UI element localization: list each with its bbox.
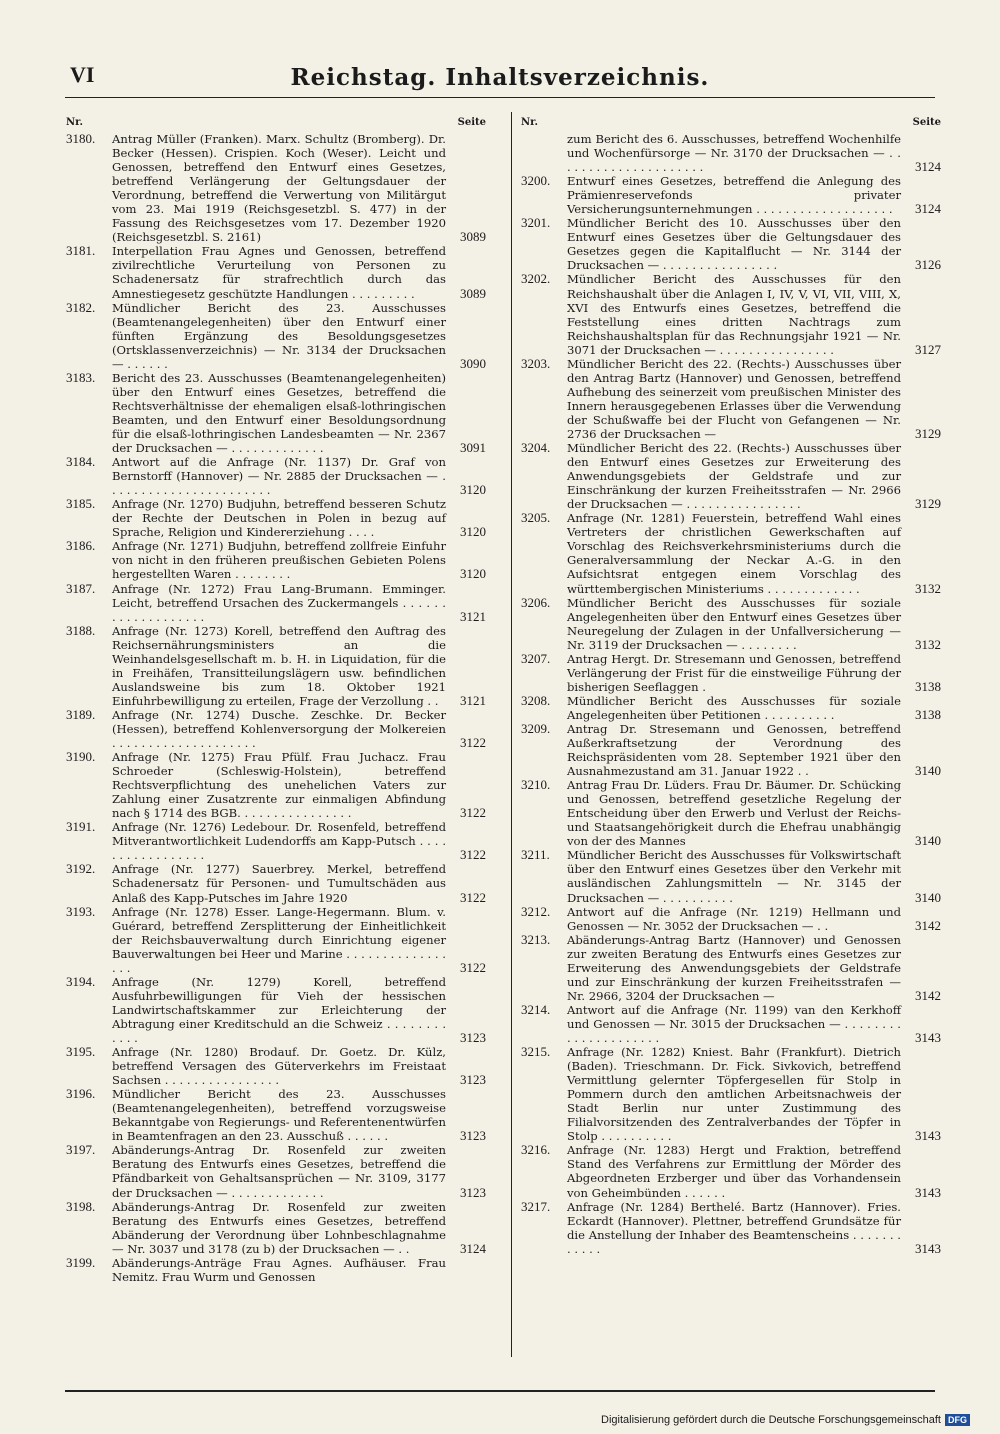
- toc-entry: [66, 1087, 486, 1143]
- entry-number: 3208.: [521, 692, 551, 708]
- toc-entry: [521, 848, 941, 904]
- entry-number: 3197.: [66, 1142, 96, 1158]
- entry-number: 3205.: [521, 510, 551, 526]
- entry-page: 3124: [460, 1240, 486, 1256]
- toc-entry: [521, 357, 941, 441]
- entry-text: Antrag Dr. Stresemann und Genossen, betreffend Außerkraftsetzung der Verordnung des Reichspräsidenten vom 28. September 1921 über den Ausnahmezustand am 31. Januar 1922 . .: [567, 721, 901, 779]
- entry-page: 3121: [460, 692, 486, 708]
- entry-text: Anfrage (Nr. 1270) Budjuhn, betreffend besseren Schutz der Rechte der Deutschen in Polen in bezug auf Sprache, Religion und Kindererziehung . . . .: [112, 497, 446, 540]
- entry-text: Anfrage (Nr. 1283) Hergt und Fraktion, betreffend Stand des Verfahrens zur Ermittlung der Mörder des Abgeordneten Erzberger und über das Vorhandensein von Geheimbünden . . . . . .: [567, 1143, 901, 1200]
- footer: [601, 1414, 970, 1426]
- footer-credit: Digitalisierung gefördert durch die Deutsche Forschungsgemeinschaft: [601, 1414, 941, 1426]
- entry-text: Antrag Müller (Franken). Marx. Schultz (Bromberg). Dr. Becker (Hessen). Crispien. Koch (Weser). Leicht und Genossen, betreffend den Entwurf eines Gesetzes, betreffend Verlängerung der Geltungsdauer der Verordnung, betreffend die Verwertung von Militärgut vom 23. Mai 1919 (Reichsgesetzbl. S. 477) in der Fassung des Reichsgesetzes vom 17. Dezember 1920 (Reichsgesetzbl. S. 2161): [112, 132, 446, 245]
- entry-number: 3198.: [66, 1198, 96, 1214]
- entry-number: 3211.: [521, 847, 550, 863]
- nr-label: Nr.: [521, 117, 538, 128]
- entry-text: Anfrage (Nr. 1271) Budjuhn, betreffend zollfreie Einfuhr von nicht in den früheren preußischen Gebieten Polens hergestellten Waren . . . . . . . .: [112, 539, 446, 582]
- entry-number: 3188.: [66, 622, 96, 638]
- right-entry-list: [521, 132, 941, 1256]
- toc-entry: [521, 441, 941, 511]
- entry-page: 3142: [915, 917, 941, 933]
- entry-number: 3206.: [521, 594, 551, 610]
- entry-page: 3143: [915, 1128, 941, 1144]
- entry-number: 3181.: [66, 243, 96, 259]
- entry-page: 3090: [460, 355, 486, 371]
- toc-entry: [66, 497, 486, 539]
- entry-page: 3120: [460, 566, 486, 582]
- entry-page: 3140: [915, 763, 941, 779]
- entry-number: 3183.: [66, 369, 96, 385]
- toc-entry: [66, 1045, 486, 1087]
- entry-number: 3203.: [521, 355, 551, 371]
- entry-number: 3212.: [521, 903, 551, 919]
- entry-page: 3129: [915, 425, 941, 441]
- entry-text: Mündlicher Bericht des Ausschusses für Volkswirtschaft über den Entwurf eines Gesetzes über den Verkehr mit ausländischen Zahlungsmitteln — Nr. 3145 der Drucksachen — . . . . . . . . . .: [567, 848, 901, 905]
- entry-text: Mündlicher Bericht des Ausschusses für soziale Angelegenheiten über den Entwurf eines Gesetzes über Neuregelung der Zulagen in der Unfallversicherung — Nr. 3119 der Drucksachen — . . . . . . . .: [567, 595, 901, 652]
- toc-entry: [66, 539, 486, 581]
- entry-page: 3127: [915, 341, 941, 357]
- entry-page: 3122: [460, 735, 486, 751]
- entry-page: 3089: [460, 285, 486, 301]
- entry-number: 3213.: [521, 931, 551, 947]
- entry-text: Antwort auf die Anfrage (Nr. 1137) Dr. Graf von Bernstorff (Hannover) — Nr. 2885 der Drucksachen — . . . . . . . . . . . . . . . . . . . . . . .: [112, 455, 446, 498]
- entry-text: Antwort auf die Anfrage (Nr. 1219) Hellmann und Genossen — Nr. 3052 der Drucksachen — . .: [567, 904, 901, 933]
- entry-text: Entwurf eines Gesetzes, betreffend die Anlegung des Prämienreservefonds privater Versicherungsunternehmungen . . . . . . . . . . . . . . . . . . .: [567, 174, 901, 217]
- entry-page: 3132: [915, 636, 941, 652]
- entry-number: 3210.: [521, 777, 551, 793]
- entry-number: 3192.: [66, 861, 96, 877]
- toc-entry: [66, 708, 486, 750]
- footer-rule: [65, 1390, 935, 1392]
- entry-text: Antwort auf die Anfrage (Nr. 1199) van den Kerkhoff und Genossen — Nr. 3015 der Drucksachen — . . . . . . . . . . . . . . . . . . . . .: [567, 1002, 901, 1045]
- entry-page: 3089: [460, 229, 486, 245]
- entry-page: 3121: [460, 608, 486, 624]
- toc-entry: [66, 905, 486, 975]
- entry-number: 3214.: [521, 1001, 551, 1017]
- dfg-logo: DFG: [945, 1414, 970, 1426]
- entry-text: Mündlicher Bericht des 22. (Rechts-) Ausschusses über den Entwurf eines Gesetzes zur Erweiterung des Anwendungsgebiets der Geldstrafe und zur Einschränkung der kurzen Freiheitsstrafen — Nr. 2966 der Drucksachen — . . . . . . . . . . . . . . . .: [567, 441, 901, 512]
- nr-label: Nr.: [66, 117, 83, 128]
- entry-text: Mündlicher Bericht des 23. Ausschusses (Beamtenangelegenheiten) über den Entwurf einer fünften Ergänzung des Besoldungsgesetzes (Ortsklassenverzeichnis) — Nr. 3134 der Drucksachen — . . . . . .: [112, 300, 446, 371]
- entry-number: 3207.: [521, 650, 551, 666]
- right-column-header: [521, 116, 941, 130]
- entry-page: 3140: [915, 833, 941, 849]
- entry-text: Bericht des 23. Ausschusses (Beamtenangelegenheiten) über den Entwurf eines Gesetzes, betreffend die Rechtsverhältnisse der ehemaligen elsaß-lothringischen Beamten, und den Entwurf einer Besoldungsordnung für die elsaß-lothringischen Landesbeamten — Nr. 2367 der Drucksachen — . . . . . . . . . . . . .: [112, 370, 446, 456]
- entry-number: 3195.: [66, 1044, 96, 1060]
- entry-text: Mündlicher Bericht des Ausschusses für den Reichshaushalt über die Anlagen I, IV, V, VI, VII, VIII, X, XVI des Entwurfs eines Gesetzes, betreffend die Feststellung eines dritten Nachtrags zum Reichshaushaltsplan für das Rechnungsjahr 1921 — Nr. 3071 der Drucksachen — . . . . . . . . . . . . . . . .: [567, 272, 901, 357]
- left-entry-list: [66, 132, 486, 1284]
- toc-entry: [66, 975, 486, 1045]
- toc-entry: [521, 216, 941, 272]
- toc-entry: [66, 301, 486, 371]
- toc-entry: [521, 905, 941, 933]
- toc-entry: [521, 132, 941, 174]
- toc-entry: [521, 1003, 941, 1045]
- toc-entry: [521, 174, 941, 216]
- entry-page: 3138: [915, 678, 941, 694]
- entry-number: 3190.: [66, 749, 96, 765]
- entry-text: Mündlicher Bericht des 22. (Rechts-) Ausschusses über den Antrag Bartz (Hannover) und Genossen, betreffend Aufhebung des seinerzeit vom preußischen Minister des Innern herausgegebenen Erlasses über die Verwendung der Schußwaffe bei der Flucht von Gefangenen — Nr. 2736 der Drucksachen —: [567, 356, 901, 441]
- toc-entry: [521, 596, 941, 652]
- entry-page: 3123: [460, 1072, 486, 1088]
- toc-entry: [66, 1256, 486, 1284]
- seite-label: Seite: [912, 117, 941, 128]
- toc-entry: [66, 1200, 486, 1256]
- entry-page: 3132: [915, 580, 941, 596]
- entry-page: 3126: [915, 257, 941, 273]
- entry-number: 3201.: [521, 215, 551, 231]
- entry-page: 3140: [915, 889, 941, 905]
- toc-entry: [521, 933, 941, 1003]
- toc-entry: [66, 132, 486, 244]
- entry-text: Anfrage (Nr. 1278) Esser. Lange-Hegermann. Blum. v. Guérard, betreffend Zersplitterung der Einheitlichkeit der Reichsbauverwaltung durch Einrichtung eigener Bauverwaltungen bei Heer und Marine . . . . . . . . . . . . . . . . .: [112, 904, 446, 975]
- entry-page: 3122: [460, 805, 486, 821]
- entry-page: 3142: [915, 987, 941, 1003]
- toc-entry: [66, 862, 486, 904]
- entry-text: Anfrage (Nr. 1284) Berthelé. Bartz (Hannover). Fries. Eckardt (Hannover). Plettner, betreffend Grundsätze für die Anstellung der Inhaber des Beamtenscheins . . . . . . . . . . . .: [567, 1199, 901, 1256]
- entry-number: 3216.: [521, 1142, 551, 1158]
- entry-text: Antrag Frau Dr. Lüders. Frau Dr. Bäumer. Dr. Schücking und Genossen, betreffend gesetzliche Regelung der Entscheidung über den Erwerb und Verlust der Reichs- und Staatsangehörigkeit durch die Ehefrau unabhängig von der des Mannes: [567, 778, 901, 849]
- toc-entry: [66, 624, 486, 708]
- toc-entry: [66, 371, 486, 455]
- toc-entry: [521, 652, 941, 694]
- entry-number: 3202.: [521, 271, 551, 287]
- toc-entry: [66, 582, 486, 624]
- entry-number: 3182.: [66, 299, 96, 315]
- seite-label: Seite: [457, 117, 486, 128]
- entry-text: Anfrage (Nr. 1279) Korell, betreffend Ausfuhrbewilligungen für Vieh der hessischen Landwirtschaftskammer zur Erleichterung der Abtragung einer Kreditschuld an die Schweiz . . . . . . . . . . . .: [112, 974, 446, 1045]
- entry-number: 3217.: [521, 1198, 551, 1214]
- toc-entry: [66, 455, 486, 497]
- toc-entry: [66, 244, 486, 300]
- entry-text: Interpellation Frau Agnes und Genossen, betreffend zivilrechtliche Verurteilung von Personen zu Schadenersatz für strafrechtlich durch das Amnestiegesetz geschützte Handlungen . . . . . . . . .: [112, 244, 446, 301]
- entry-text: zum Bericht des 6. Ausschusses, betreffend Wochenhilfe und Wochenfürsorge — Nr. 3170 der Drucksachen — . . . . . . . . . . . . . . . . . . . . .: [567, 132, 901, 175]
- toc-entry: [66, 750, 486, 820]
- left-column-header: [66, 116, 486, 130]
- toc-entry: [521, 1045, 941, 1143]
- entry-text: Mündlicher Bericht des 23. Ausschusses (Beamtenangelegenheiten), betreffend vorzugsweise Bekanntgabe von Regierungs- und Referentenentwürfen in Beamtenfragen an den 23. Ausschuß . . . . . .: [112, 1087, 446, 1144]
- entry-number: 3193.: [66, 903, 96, 919]
- page-number: VI: [70, 62, 95, 87]
- entry-page: 3129: [915, 496, 941, 512]
- toc-entry: [66, 820, 486, 862]
- page-title: Reichstag. Inhaltsverzeichnis.: [290, 64, 710, 91]
- entry-page: 3143: [915, 1184, 941, 1200]
- entry-number: 3200.: [521, 173, 551, 189]
- entry-page: 3123: [460, 1030, 486, 1045]
- entry-page: 3124: [915, 201, 941, 217]
- entry-text: Abänderungs-Antrag Dr. Rosenfeld zur zweiten Beratung des Entwurfs eines Gesetzes, betreffend die Pfändbarkeit von Gehaltsansprüchen — Nr. 3109, 3177 der Drucksachen — . . . . . . . . . . . . .: [112, 1143, 446, 1200]
- toc-entry: [521, 1200, 941, 1256]
- entry-number: 3196.: [66, 1086, 96, 1102]
- toc-entry: [521, 778, 941, 848]
- entry-number: 3199.: [66, 1254, 96, 1270]
- toc-entry: [66, 1143, 486, 1199]
- entry-number: 3184.: [66, 454, 96, 470]
- entry-number: 3189.: [66, 706, 96, 722]
- entry-text: Anfrage (Nr. 1281) Feuerstein, betreffend Wahl eines Vertreters der christlichen Gewerkschaften auf Vorschlag des Reichsverkehrsministeriums durch die Generalversammlung der Neckar A.-G. in den Aufsichtsrat entgegen einem Vorschlag des württembergischen Ministeriums . . . . . . . . . . . . .: [567, 511, 901, 596]
- entry-text: Abänderungs-Antrag Dr. Rosenfeld zur zweiten Beratung des Entwurfs eines Gesetzes, betreffend Abänderung der Verordnung über Lohnbeschlagnahme — Nr. 3037 und 3178 (zu b) der Drucksachen — . .: [112, 1199, 446, 1256]
- entry-number: 3185.: [66, 496, 96, 512]
- entry-page: 3122: [460, 959, 486, 975]
- entry-text: Mündlicher Bericht des 10. Ausschusses über den Entwurf eines Gesetzes über die Geltungsdauer des Gesetzes gegen die Kapitalflucht — Nr. 3144 der Drucksachen — . . . . . . . . . . . . . . . .: [567, 216, 901, 273]
- entry-number: 3194.: [66, 973, 96, 989]
- entry-text: Abänderungs-Antrag Bartz (Hannover) und Genossen zur zweiten Beratung des Entwurfs eines Gesetzes zur Erweiterung des Anwendungsgebiets der Geldstrafe und zur Einschränkung der kurzen Freiheitsstrafen — Nr. 2966, 3204 der Drucksachen —: [567, 932, 901, 1003]
- entry-page: 3143: [915, 1030, 941, 1045]
- entry-text: Anfrage (Nr. 1276) Ledebour. Dr. Rosenfeld, betreffend Mitverantwortlichkeit Ludendorffs am Kapp-Putsch . . . . . . . . . . . . . . . . .: [112, 820, 446, 863]
- entry-text: Abänderungs-Anträge Frau Agnes. Aufhäuser. Frau Nemitz. Frau Wurm und Genossen: [112, 1255, 446, 1284]
- entry-page: 3123: [460, 1128, 486, 1144]
- entry-text: Antrag Hergt. Dr. Stresemann und Genossen, betreffend Verlängerung der Frist für die einstweilige Führung der bisherigen Seeflaggen .: [567, 651, 901, 694]
- entry-page: 3124: [915, 159, 941, 175]
- entry-number: 3215.: [521, 1044, 551, 1060]
- right-column: [521, 116, 941, 1256]
- left-column: [66, 116, 486, 1284]
- entry-text: Anfrage (Nr. 1280) Brodauf. Dr. Goetz. Dr. Külz, betreffend Versagen des Güterverkehrs im Freistaat Sachsen . . . . . . . . . . . . . . . .: [112, 1045, 446, 1088]
- entry-text: Anfrage (Nr. 1273) Korell, betreffend den Auftrag des Reichsernährungsministers an die Weinhandelsgesellschaft m. b. H. in Liquidation, für die in Freihäfen, Transitteilungslägern usw. befindlichen Auslandsweine bis zum 18. Oktober 1921 Einfuhrbewilligung zu erteilen, Frage der Verzollung . .: [112, 623, 446, 708]
- entry-page: 3143: [915, 1240, 941, 1256]
- header-rule: [65, 97, 935, 98]
- entry-number: 3209.: [521, 720, 551, 736]
- entry-text: Anfrage (Nr. 1282) Kniest. Bahr (Frankfurt). Dietrich (Baden). Trieschmann. Dr. Fick. Sivkovich, betreffend Vermittlung gelernter Töpfergesellen für Stolp in Pommern durch den amtlichen Arbeitsnachweis der Stadt Berlin nur unter Zustimmung des Filialvorsitzenden des Zentralverbandes der Töpfer in Stolp . . . . . . . . . .: [567, 1045, 901, 1144]
- entry-page: 3120: [460, 482, 486, 498]
- entry-number: 3204.: [521, 440, 551, 456]
- toc-entry: [521, 272, 941, 356]
- entry-text: Mündlicher Bericht des Ausschusses für soziale Angelegenheiten über Petitionen . . . . . . . . . .: [567, 693, 901, 722]
- toc-entry: [521, 1143, 941, 1199]
- entry-page: 3122: [460, 889, 486, 905]
- entry-page: 3138: [915, 706, 941, 722]
- entry-text: Anfrage (Nr. 1275) Frau Pfülf. Frau Juchacz. Frau Schroeder (Schleswig-Holstein), betreffend Rechtsverpflichtung des unehelichen Vaters zur Zahlung einer Zusatzrente zur einmaligen Abfindung nach § 1714 des BGB. . . . . . . . . . . . . . . .: [112, 750, 446, 821]
- entry-page: 3123: [460, 1184, 486, 1200]
- entry-text: Anfrage (Nr. 1274) Dusche. Zeschke. Dr. Becker (Hessen), betreffend Kohlenversorgung der Molkereien . . . . . . . . . . . . . . . . . . . .: [112, 707, 446, 751]
- entry-number: 3191.: [66, 819, 96, 835]
- entry-page: 3091: [460, 440, 486, 456]
- toc-entry: [521, 694, 941, 722]
- entry-page: 3120: [460, 524, 486, 540]
- entry-text: Anfrage (Nr. 1277) Sauerbrey. Merkel, betreffend Schadenersatz für Personen- und Tumultschäden aus Anlaß des Kapp-Putsches im Jahre 1920: [112, 862, 446, 905]
- entry-text: Anfrage (Nr. 1272) Frau Lang-Brumann. Emminger. Leicht, betreffend Ursachen des Zuckermangels . . . . . . . . . . . . . . . . . . .: [112, 581, 446, 624]
- entry-number: 3180.: [66, 131, 96, 146]
- toc-entry: [521, 722, 941, 778]
- entry-number: 3187.: [66, 580, 96, 596]
- entry-number: 3186.: [66, 538, 96, 554]
- toc-entry: [521, 511, 941, 595]
- column-divider: [511, 112, 512, 1357]
- entry-page: 3122: [460, 847, 486, 863]
